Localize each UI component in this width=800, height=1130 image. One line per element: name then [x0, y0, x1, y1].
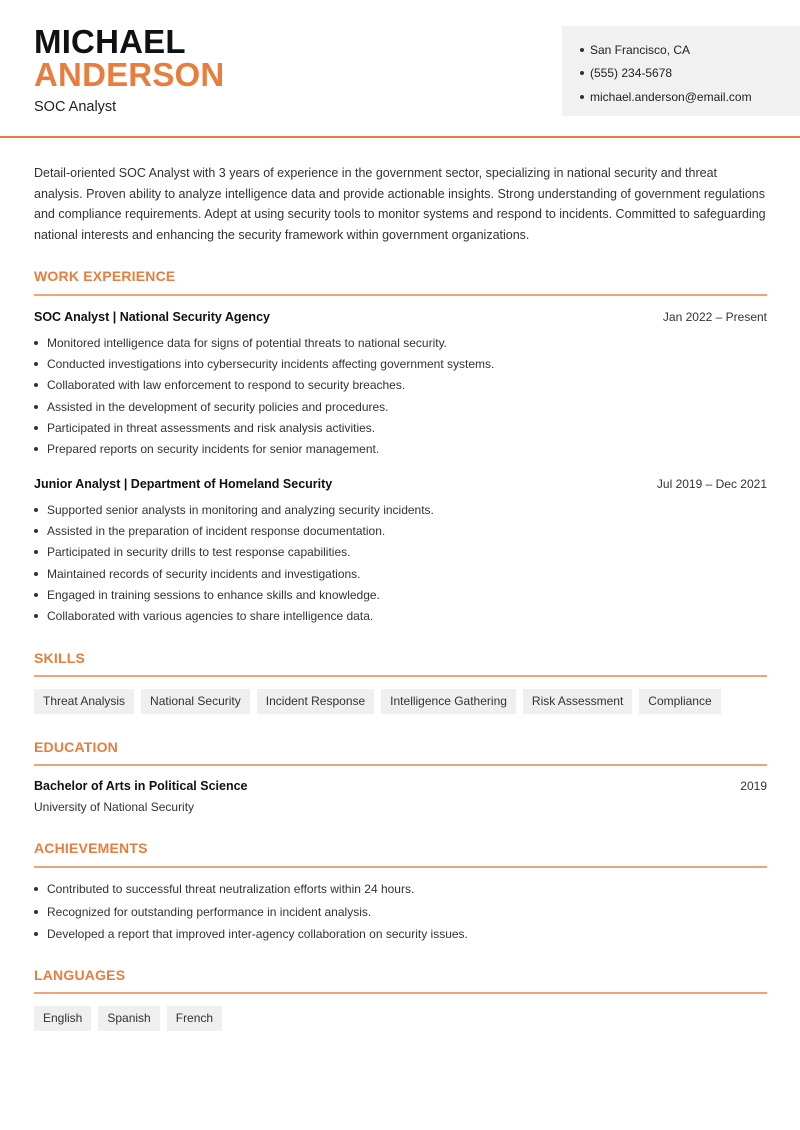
job-header	[34, 477, 767, 491]
contact-box	[562, 26, 800, 116]
bullet-text: Conducted investigations into cybersecurity incidents affecting government systems.	[47, 356, 495, 371]
bullet-text: Developed a report that improved inter-agency collaboration on security issues.	[47, 927, 468, 942]
resume-header	[0, 0, 800, 138]
bullet-icon	[34, 910, 38, 914]
skill-chip: National Security	[141, 689, 250, 714]
bullet-icon	[580, 71, 584, 75]
bullet-icon	[34, 362, 38, 366]
bullet-text: Participated in threat assessments and risk analysis activities.	[47, 420, 376, 435]
bullet-text: Collaborated with various agencies to share intelligence data.	[47, 609, 374, 624]
list-item	[34, 563, 434, 584]
bullet-icon	[34, 529, 38, 533]
skill-chip: Intelligence Gathering	[381, 689, 516, 714]
bullet-text: Maintained records of security incidents and investigations.	[47, 566, 361, 581]
bullet-text: Supported senior analysts in monitoring and analyzing security incidents.	[47, 502, 434, 517]
bullet-icon	[34, 550, 38, 554]
list-item	[34, 584, 434, 605]
bullet-icon	[580, 95, 584, 99]
section-title-achievements: ACHIEVEMENTS	[34, 840, 148, 856]
list-item	[34, 417, 494, 438]
section-divider	[34, 294, 767, 296]
bullet-icon	[580, 48, 584, 52]
list-item	[34, 375, 494, 396]
school-name: University of National Security	[34, 800, 195, 814]
skill-chip: Threat Analysis	[34, 689, 134, 714]
section-title-work: WORK EXPERIENCE	[34, 268, 176, 284]
list-item	[34, 520, 434, 541]
graduation-year: 2019	[740, 779, 767, 793]
bullet-text: Contributed to successful threat neutralization efforts within 24 hours.	[47, 882, 415, 897]
job-title-company: SOC Analyst | National Security Agency	[34, 310, 270, 324]
job-bullets	[34, 499, 434, 627]
contact-location	[580, 38, 800, 62]
section-divider	[34, 866, 767, 868]
list-item	[34, 542, 434, 563]
bullet-text: Collaborated with law enforcement to respond to security breaches.	[47, 378, 406, 393]
bullet-icon	[34, 508, 38, 512]
section-divider	[34, 992, 767, 994]
bullet-text: Monitored intelligence data for signs of potential threats to national security.	[47, 335, 448, 350]
bullet-icon	[34, 447, 38, 451]
languages-list	[34, 1006, 222, 1031]
job-dates: Jan 2022 – Present	[662, 310, 767, 324]
list-item	[34, 332, 494, 353]
bullet-text: Prepared reports on security incidents for senior management.	[47, 442, 380, 457]
last-name: ANDERSON	[34, 56, 225, 93]
email-text: michael.anderson@email.com	[590, 89, 752, 104]
list-item	[34, 878, 468, 901]
bullet-icon	[34, 593, 38, 597]
bullet-icon	[34, 405, 38, 409]
job-bullets	[34, 332, 494, 460]
first-name: MICHAEL	[34, 23, 186, 60]
bullet-text: Recognized for outstanding performance in incident analysis.	[47, 904, 372, 919]
achievements-list	[34, 878, 468, 946]
skills-list	[34, 689, 721, 714]
bullet-icon	[34, 932, 38, 936]
bullet-text: Assisted in the development of security policies and procedures.	[47, 399, 389, 414]
language-chip: French	[167, 1006, 222, 1031]
skill-chip: Risk Assessment	[523, 689, 632, 714]
job-title-company: Junior Analyst | Department of Homeland Security	[34, 477, 333, 491]
list-item	[34, 353, 494, 374]
skill-chip: Compliance	[639, 689, 720, 714]
section-divider	[34, 764, 767, 766]
skill-chip: Incident Response	[257, 689, 374, 714]
section-title-education: EDUCATION	[34, 739, 118, 755]
summary-paragraph: Detail-oriented SOC Analyst with 3 years of experience in the government sector, specializing in national security and threat analysis. Proven ability to analyze intelligence data and provide actionable insights. Strong understanding of government regulations and compliance requirements. Adept at using security tools to monitor systems and respond to incidents. Committed to safeguarding national interests and enhancing the security framework within government organizations.	[34, 166, 766, 242]
list-item	[34, 605, 434, 626]
section-title-skills: SKILLS	[34, 650, 85, 666]
education-header	[34, 779, 767, 793]
job-title: SOC Analyst	[34, 99, 117, 115]
degree: Bachelor of Arts in Political Science	[34, 779, 248, 793]
bullet-icon	[34, 614, 38, 618]
phone-text: (555) 234-5678	[590, 66, 673, 81]
list-item	[34, 901, 468, 924]
list-item	[34, 499, 434, 520]
bullet-icon	[34, 341, 38, 345]
contact-email	[580, 85, 800, 109]
job-dates: Jul 2019 – Dec 2021	[656, 477, 767, 491]
section-divider	[34, 675, 767, 677]
location-text: San Francisco, CA	[590, 42, 691, 57]
bullet-text: Engaged in training sessions to enhance skills and knowledge.	[47, 587, 380, 602]
bullet-icon	[34, 426, 38, 430]
bullet-text: Assisted in the preparation of incident response documentation.	[47, 523, 386, 538]
bullet-icon	[34, 383, 38, 387]
contact-phone	[580, 62, 800, 86]
language-chip: Spanish	[98, 1006, 159, 1031]
list-item	[34, 438, 494, 459]
list-item	[34, 396, 494, 417]
language-chip: English	[34, 1006, 91, 1031]
section-title-languages: LANGUAGES	[34, 967, 126, 983]
list-item	[34, 923, 468, 946]
bullet-icon	[34, 887, 38, 891]
job-header	[34, 310, 767, 324]
bullet-icon	[34, 572, 38, 576]
bullet-text: Participated in security drills to test response capabilities.	[47, 545, 351, 560]
